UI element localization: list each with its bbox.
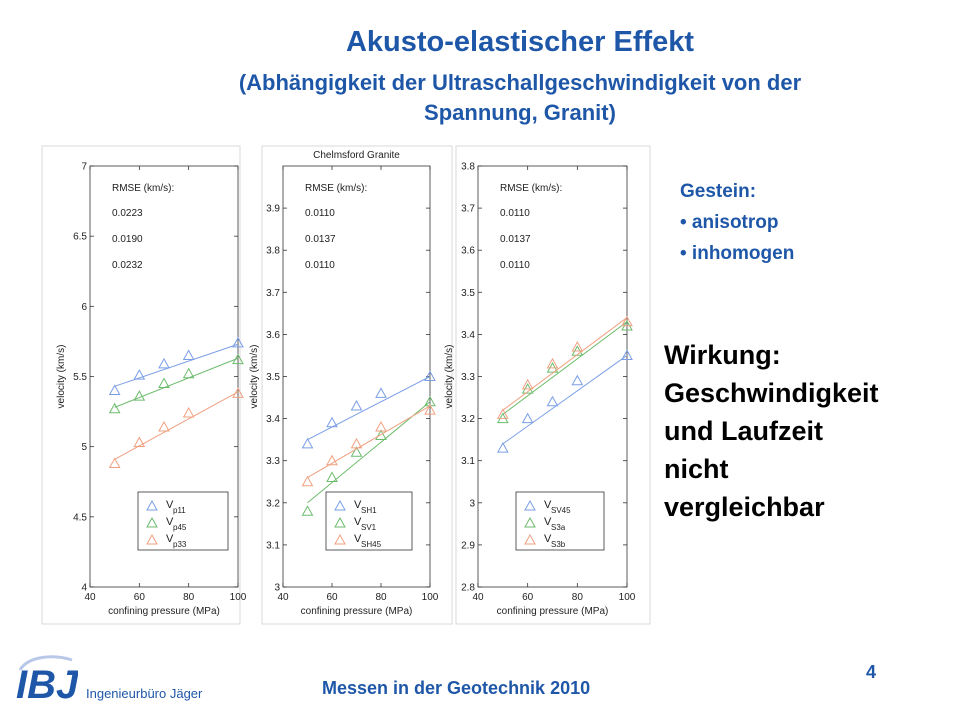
y-axis-label: velocity (km/s) [444, 344, 455, 409]
rmse-value: 0.0110 [500, 208, 530, 219]
chart-panel-1 [42, 146, 247, 624]
rmse-value: 0.0190 [112, 234, 143, 245]
x-axis-label: confining pressure (MPa) [300, 606, 413, 617]
gestein-heading: Gestein: [680, 181, 757, 202]
y-tick-label: 3.4 [266, 414, 280, 426]
legend-subscript: S3b [551, 540, 566, 549]
gestein-box [680, 176, 794, 269]
y-tick-label: 3 [274, 582, 280, 594]
ibj-logo [14, 652, 78, 702]
rmse-value: 0.0137 [305, 234, 336, 245]
y-tick-label: 3.3 [266, 456, 280, 468]
y-tick-label: 3.1 [266, 540, 280, 552]
y-tick-label: 3.1 [461, 456, 475, 468]
rmse-value: 0.0232 [112, 260, 143, 271]
y-axis-label: velocity (km/s) [56, 344, 67, 409]
legend-label: V [544, 499, 552, 511]
rmse-value: 0.0137 [500, 234, 531, 245]
wirkung-line: und Laufzeit [664, 416, 823, 446]
logo-text: IBJ [16, 663, 78, 702]
wirkung-line: vergleichbar [664, 492, 825, 522]
legend-subscript: SH45 [361, 540, 382, 549]
x-tick-label: 80 [571, 592, 583, 603]
wirkung-line: Wirkung: [664, 340, 781, 370]
wirkung-text [664, 336, 879, 526]
rmse-label: RMSE (km/s): [500, 183, 563, 194]
x-tick-label: 40 [84, 592, 96, 603]
y-tick-label: 3.7 [461, 203, 475, 215]
gestein-item-anisotrop: • anisotrop [680, 212, 779, 233]
slide-title: Akusto-elastischer Effekt [345, 26, 695, 58]
rmse-label: RMSE (km/s): [112, 183, 175, 194]
wirkung-line: Geschwindigkeit [664, 378, 879, 408]
y-tick-label: 3.3 [461, 372, 475, 383]
y-tick-label: 4 [81, 582, 87, 594]
rmse-value: 0.0110 [305, 208, 335, 219]
y-tick-label: 2.9 [461, 540, 475, 552]
legend-label: V [354, 516, 362, 528]
y-tick-label: 6.5 [73, 231, 87, 243]
legend-subscript: SV1 [361, 523, 377, 532]
y-tick-label: 6 [81, 301, 87, 313]
y-axis-label: velocity (km/s) [249, 344, 260, 409]
x-axis-label: confining pressure (MPa) [496, 606, 609, 617]
rmse-value: 0.0110 [500, 260, 530, 271]
y-tick-label: 3 [469, 498, 475, 510]
y-tick-label: 5.5 [73, 372, 87, 383]
subtitle-line-1: (Abhängigkeit der Ultraschallgeschwindigkeit von der [238, 70, 802, 95]
footer-text: Messen in der Geotechnik 2010 [322, 678, 591, 698]
y-tick-label: 3.4 [461, 329, 475, 341]
y-tick-label: 3.5 [461, 287, 475, 299]
x-tick-label: 100 [618, 592, 636, 603]
x-tick-label: 100 [229, 592, 247, 603]
y-tick-label: 3.6 [461, 245, 475, 257]
rmse-label: RMSE (km/s): [305, 183, 368, 194]
y-tick-label: 2.8 [461, 582, 475, 594]
x-tick-label: 40 [277, 592, 289, 603]
x-tick-label: 60 [326, 592, 338, 603]
y-tick-label: 3.8 [266, 245, 280, 257]
legend-label: V [544, 533, 552, 545]
subtitle-line-2: Spannung, Granit) [424, 100, 616, 125]
x-tick-label: 80 [375, 592, 387, 603]
legend-subscript: p45 [173, 523, 187, 532]
y-tick-label: 5 [81, 442, 87, 454]
chart-panel-3 [444, 146, 650, 624]
x-tick-label: 60 [522, 592, 534, 603]
panel-frame [456, 146, 650, 624]
y-tick-label: 3.8 [461, 161, 475, 173]
panel-frame [262, 146, 452, 624]
legend-subscript: SH1 [361, 506, 377, 515]
legend-label: V [354, 499, 362, 511]
chart-title: Chelmsford Granite [313, 150, 400, 161]
y-tick-label: 4.5 [73, 512, 87, 524]
x-tick-label: 100 [421, 592, 439, 603]
legend-label: V [166, 499, 174, 511]
rmse-value: 0.0110 [305, 260, 335, 271]
legend-label: V [354, 533, 362, 545]
gestein-item-inhomogen: • inhomogen [680, 243, 795, 264]
y-tick-label: 3.6 [266, 329, 280, 341]
chart-panel-2 [249, 146, 452, 624]
y-tick-label: 3.7 [266, 287, 280, 299]
y-tick-label: 3.2 [461, 414, 475, 426]
y-tick-label: 3.2 [266, 498, 280, 510]
legend-label: V [544, 516, 552, 528]
wirkung-line: nicht [664, 454, 729, 484]
x-tick-label: 40 [472, 592, 484, 603]
legend-subscript: p33 [173, 540, 187, 549]
legend-subscript: p11 [173, 506, 186, 515]
y-tick-label: 3.9 [266, 203, 280, 215]
legend-label: V [166, 533, 174, 545]
y-tick-label: 7 [81, 161, 87, 173]
legend-label: V [166, 516, 174, 528]
y-tick-label: 3.5 [266, 372, 280, 383]
x-tick-label: 60 [133, 592, 145, 603]
rmse-value: 0.0223 [112, 208, 143, 219]
x-tick-label: 80 [183, 592, 195, 603]
page-number: 4 [866, 662, 877, 682]
legend-subscript: SV45 [551, 506, 571, 515]
x-axis-label: confining pressure (MPa) [108, 606, 220, 617]
company-name: Ingenieurbüro Jäger [86, 686, 203, 701]
legend-subscript: S3a [551, 523, 566, 532]
